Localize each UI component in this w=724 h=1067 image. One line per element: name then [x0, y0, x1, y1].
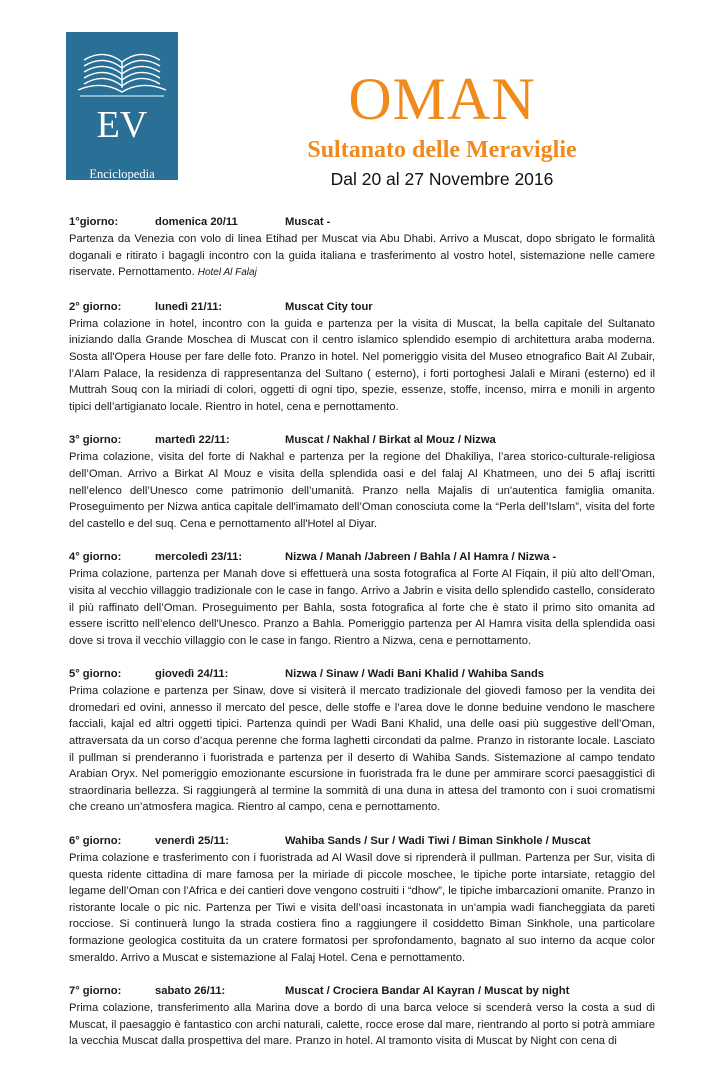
day-description	[69, 231, 655, 282]
day-date: venerdì 25/11:	[155, 835, 230, 848]
day-route: Nizwa / Manah /Jabreen / Bahla / Al Hamra / Nizwa -	[285, 551, 557, 564]
itinerary-day	[69, 299, 655, 416]
day-label: 1°giorno:	[69, 216, 119, 228]
day-header	[69, 549, 655, 566]
itinerary-day	[69, 432, 655, 532]
itinerary	[69, 214, 655, 1067]
day-label: 5° giorno:	[69, 668, 122, 681]
day-description: Prima colazione, visita del forte di Nakhal e partenza per la regione del Dhakiliya, l’area storico-culturale-religiosa dell’Oman. Arrivo a Birkat Al Mouz e visita della splendida oasi e del falaj Al Khatmeen, uno dei 5 aflaj iscritti nell’elenco dell’Unesco come patrimonio dell’umanità. Pranzo nella Majalis di un'autentica famiglia omanita. Proseguimento per Nizwa antica capitale dell'imamato dell’Oman conosciuta come la “Perla dell’Islam”, visita del forte del castello e del suq. Cena e pernottamento all'Hotel al Diyar.	[69, 451, 655, 530]
day-route: Muscat City tour	[285, 300, 373, 313]
day-header	[69, 983, 655, 1000]
day-header	[69, 432, 655, 449]
day-route: Muscat / Nakhal / Birkat al Mouz / Nizwa	[285, 434, 496, 447]
day-date: domenica 20/11	[155, 216, 238, 228]
day-label: 6° giorno:	[69, 835, 122, 848]
day-header	[69, 299, 655, 316]
itinerary-day	[69, 983, 655, 1050]
day-route: Nizwa / Sinaw / Wadi Bani Khalid / Wahiba Sands	[285, 668, 545, 681]
itinerary-day	[69, 214, 655, 282]
logo-initials: EV	[96, 104, 148, 146]
day-header	[69, 666, 655, 683]
day-route: Wahiba Sands / Sur / Wadi Tiwi / Biman Sinkhole / Muscat	[285, 835, 591, 848]
logo-caption	[66, 167, 178, 197]
day-date: sabato 26/11:	[155, 985, 226, 998]
day-description: Prima colazione e trasferimento con i fuoristrada ad Al Wasil dove si riprenderà il pullman. Partenza per Sur, visita di questa ridente cittadina di mare famosa per la miriade di piccole moschee, le tipiche porte intarsiate, retaggio del legame dell’Oman con l’Africa e dei cantieri dove vengono costruiti i “dhow”, le tipiche imbarcazioni omanite. Pranzo in ristorante locale o pic nic. Partenza per Tiwi e visita dell’oasi incastonata in un’ampia wadi fiancheggiata da pareti rocciose. Si continuerà lungo la strada costiera fino a raggiungere il cosiddetto Biman Sinkhole, una particolare formazione geologica costituita da un cratere formatosi per sprofondamento, bagnato al suo interno da acque color smeraldo. Arrivo a Muscat e sistemazione al Falaj Hotel. Cena e pernottamento.	[69, 852, 655, 964]
page-title: OMAN	[348, 66, 536, 132]
day-route: Muscat / Crociera Bandar Al Kayran / Muscat by night	[285, 985, 570, 998]
day-label: 3° giorno:	[69, 434, 122, 447]
day-header	[69, 833, 655, 850]
day-description-text: Partenza da Venezia con volo di linea Etihad per Muscat via Abu Dhabi. Arrivo a Muscat, dopo sbrigato le formalità doganali e ritirato i bagagli incontro con la guida italiana e trasferimento al vostro hotel, sistemazione nelle camere riservate. Pernottamento.	[69, 233, 655, 279]
day-date: lunedì 21/11:	[155, 300, 223, 313]
day-date: martedì 22/11:	[155, 434, 230, 447]
itinerary-day	[69, 833, 655, 966]
day-route: Muscat -	[285, 216, 331, 228]
logo-caption-line1: Enciclopedia	[89, 167, 155, 181]
logo	[66, 32, 178, 196]
day-description: Prima colazione in hotel, incontro con la guida e partenza per la visita di Muscat, la bella capitale del Sultanato iniziando dalla Grande Moschea di Muscat con il centro islamico splendido esempio di architettura araba moderna. Sosta all'Opera House per fare delle foto. Pranzo in hotel. Nel pomeriggio visita del Museo etnografico Bait Al Zubair, l’Alam Palace, la residenza di rappresentanza del Sultano ( esterno), i forti portoghesi Jalali e Mirani (esterno) ed il Muttrah Souq con la miriadi di colori, oggetti di ogni tipo, spezie, essenze, stoffe, incenso, mirra e monili in argento tipici dell’artigianato locale. Rientro in hotel, cena e pernottamento.	[69, 317, 655, 413]
itinerary-day	[69, 549, 655, 649]
trip-dates: Dal 20 al 27 Novembre 2016	[330, 169, 554, 189]
day-description: Prima colazione e partenza per Sinaw, dove si visiterà il mercato tradizionale del giovedì famoso per la vendita dei dromedari ed ovini, annesso il mercato del pesce, delle stoffe e l’area dove le donne beduine vendono le maschere facciali, kajal ed altri oggetti tipici. Partenza quindi per Wadi Bani Khalid, una delle oasi più suggestive dell’Oman, attraversata da un corso d’acqua perenne che forma laghetti circondati da palme. Pranzo in ristorante locale. Lasciato il pullman si prenderanno i fuoristrada e partenza per il deserto di Wahiba Sands. Sistemazione al campo tendato Arabian Oryx. Nel pomeriggio emozionante escursione in fuoristrada fra le dune per ammirare scorci paesaggistici di straordinaria bellezza. Si raggiungerà al termine la sommità di una duna in attesa del tramonto con i suoi cromatismi che creano un’atmosfera magica. Rientro al campo, cena e pernottamento.	[69, 685, 655, 814]
day-header	[69, 214, 655, 231]
day-date: giovedì 24/11:	[155, 668, 229, 681]
page-subtitle: Sultanato delle Meraviglie	[307, 137, 577, 163]
day-description: Prima colazione, partenza per Manah dove si effettuerà una sosta fotografica al Forte Al Fiqain, il più alto dell’Oman, visita al vecchio villaggio tradizionale con le case in fango. Arrivo a Jabrin e visita dello splendido castello, considerato il più raffinato dell’Oman. Proseguimento per Bahla, sosta fotografica al forte che è stato il primo sito omanita ad essere iscritto nell’elenco dell'Unesco. Pranzo a Bahla. Pomeriggio partenza per Al Hamra visita della splendida oasi dove si trova il vecchio villaggio con le case in fango. Rientro a Nizwa, cena e pernottamento.	[69, 568, 655, 647]
logo-caption-line2: del viaggio	[94, 182, 150, 196]
hotel-name: Hotel Al Falaj	[197, 267, 257, 279]
day-label: 4° giorno:	[69, 551, 122, 564]
day-label: 7° giorno:	[69, 985, 122, 998]
day-label: 2° giorno:	[69, 300, 122, 313]
day-date: mercoledì 23/11:	[155, 551, 243, 564]
itinerary-day	[69, 666, 655, 816]
day-description: Prima colazione, transferimento alla Marina dove a bordo di una barca veloce si scenderà verso la costa a sud di Muscat, il paesaggio è fantastico con archi naturali, calette, rocce erose dal mare, rientrando al porto si potrà ammiare la vecchia Muscat dalla prospettiva del mare. Pranzo in hotel. Al tramonto visita di Muscat by Night con cena di	[69, 1002, 655, 1048]
